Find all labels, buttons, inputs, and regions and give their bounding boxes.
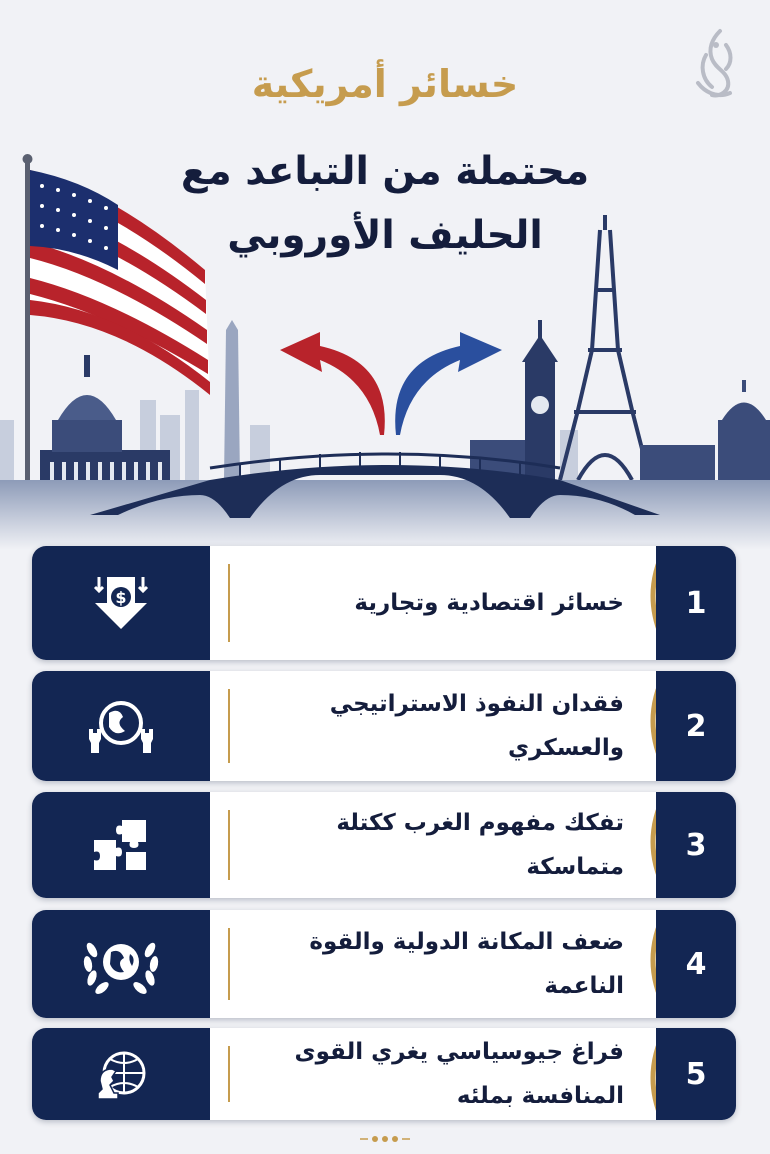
illustration-scene (0, 150, 770, 550)
list-item-label: فقدان النفوذ الاستراتيجي والعسكري (329, 691, 624, 761)
dollar-down-arrow-icon (93, 573, 149, 633)
list-item-number: 5 (656, 1028, 736, 1120)
list-item-label: خسائر اقتصادية وتجارية (354, 590, 624, 616)
list-item-label: ضعف المكانة الدولية والقوة الناعمة (309, 929, 624, 999)
washington-monument-icon (224, 320, 240, 480)
big-ben-icon (522, 320, 558, 480)
list-item-label: فراغ جيوسياسي يغري القوى المنافسة بملئه (294, 1039, 624, 1109)
list-item-number: 4 (656, 910, 736, 1018)
globe-chess-icon (85, 697, 157, 755)
list-item-1 (32, 546, 736, 660)
list-item-number: 2 (656, 671, 736, 781)
puzzle-icon (90, 816, 152, 874)
list-item-5 (32, 1028, 736, 1120)
svg-text:$: $ (115, 588, 127, 607)
list-item-number: 3 (656, 792, 736, 898)
list-item-2 (32, 671, 736, 781)
title-line-1: محتملة من التباعد مع (180, 149, 590, 194)
list-item-4 (32, 910, 736, 1018)
list-item-number: 1 (656, 546, 736, 660)
diverging-arrows-icon (280, 332, 502, 435)
list-item-label: تفكك مفهوم الغرب ككتلة متماسكة (336, 810, 624, 880)
globe-laurel-icon (78, 932, 164, 996)
globe-chess-knight-icon (92, 1047, 150, 1101)
page-dots-icon (360, 1133, 410, 1145)
title-line-2: الحليف الأوروبي (227, 213, 543, 258)
title-highlight: خسائر أمريكية (251, 62, 519, 106)
list-item-3 (32, 792, 736, 898)
